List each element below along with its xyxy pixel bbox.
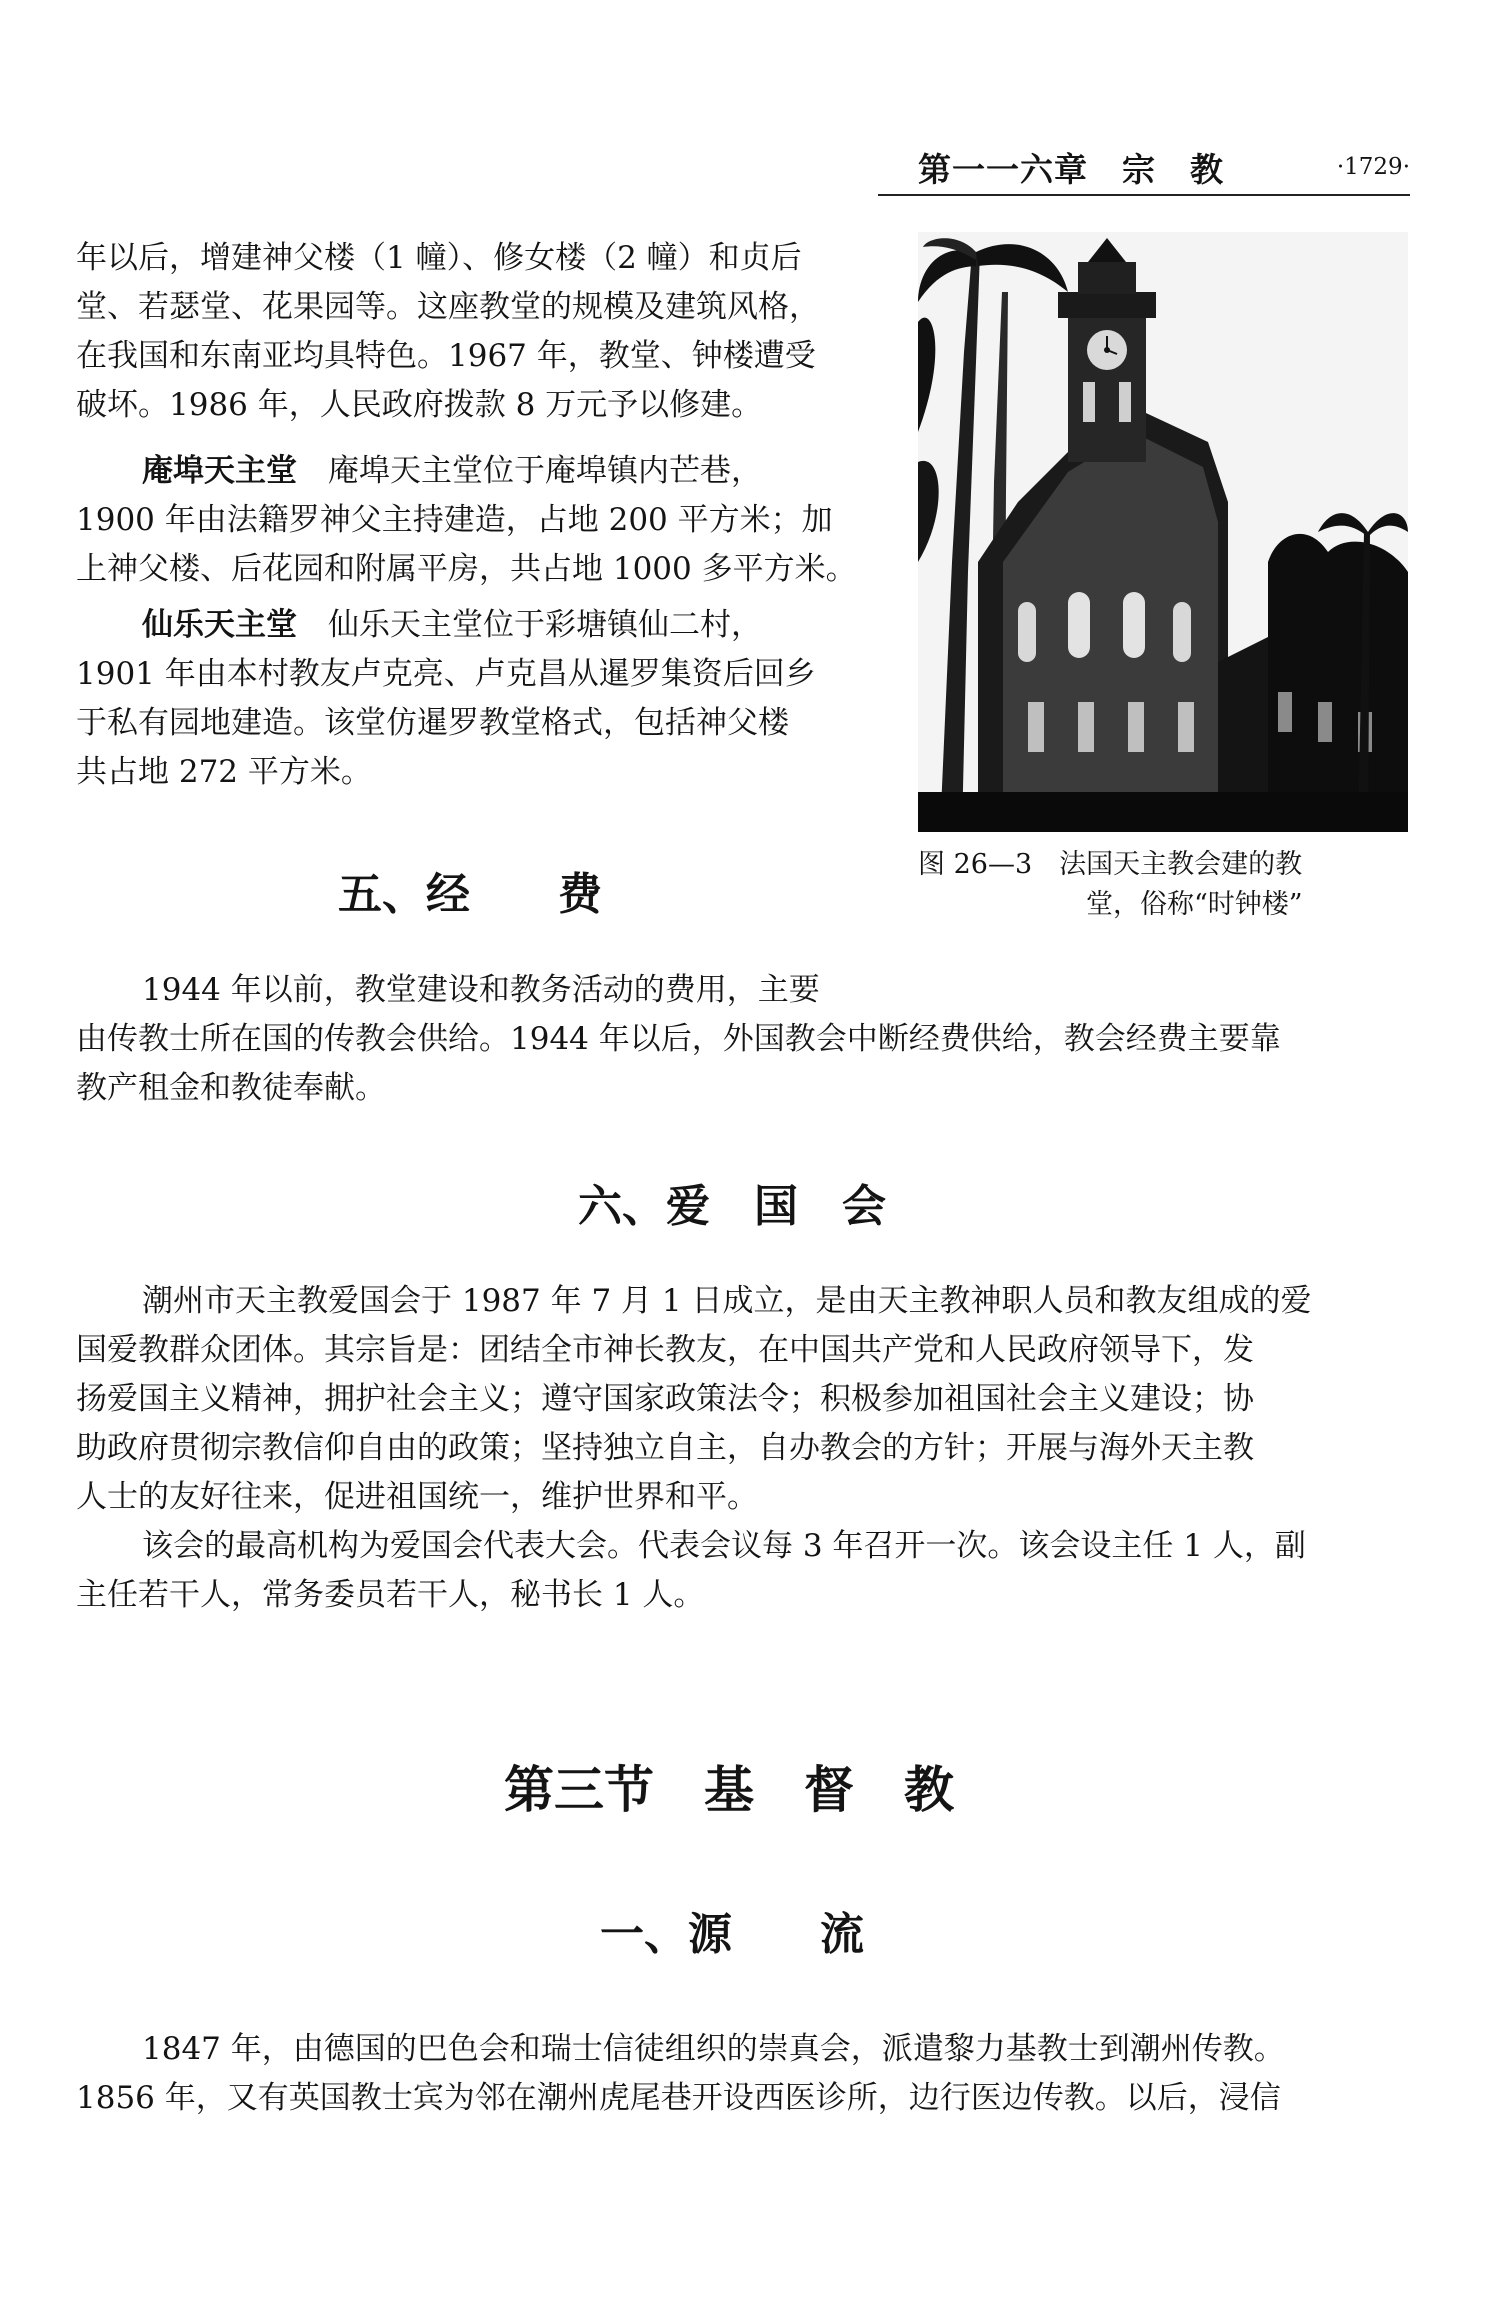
- text-line: 年以后，增建神父楼（1 幢）、修女楼（2 幢）和贞后: [76, 240, 802, 276]
- entry-term: 仙乐天主堂: [142, 607, 297, 643]
- continuation-paragraph: [76, 234, 888, 430]
- chapter-title: 第一一六章 宗 教: [918, 150, 1224, 189]
- text-line: 于私有园地建造。该堂仿暹罗教堂格式，包括神父楼: [76, 705, 789, 741]
- page-number: ·1729·: [1336, 154, 1410, 180]
- text-line: 助政府贯彻宗教信仰自由的政策；坚持独立自主，自办教会的方针；开展与海外天主教: [76, 1430, 1254, 1466]
- text-line: 上神父楼、后花园和附属平房，共占地 1000 多平方米。: [76, 551, 857, 587]
- text-line: 潮州市天主教爱国会于 1987 年 7 月 1 日成立，是由天主教神职人员和教友组成的爱: [142, 1283, 1312, 1319]
- church-photo: [918, 232, 1408, 832]
- clock-tower-illustration: [918, 232, 1408, 832]
- text-line: 破坏。1986 年，人民政府拨款 8 万元予以修建。: [76, 387, 763, 423]
- text-line: 扬爱国主义精神，拥护社会主义；遵守国家政策法令；积极参加祖国社会主义建设；协: [76, 1381, 1254, 1417]
- caption-line: 堂，俗称“时钟楼”: [1086, 889, 1303, 920]
- text-line: 教产租金和教徒奉献。: [76, 1070, 386, 1106]
- text-line: 国爱教群众团体。其宗旨是：团结全市神长教友，在中国共产党和人民政府领导下，发: [76, 1332, 1254, 1368]
- text-line: 1900 年由法籍罗神父主持建造，占地 200 平方米；加: [76, 502, 833, 538]
- text-line: 1847 年，由德国的巴色会和瑞士信徒组织的崇真会，派遣黎力基教士到潮州传教。: [142, 2031, 1285, 2067]
- text-line: 人士的友好往来，促进祖国统一，维护世界和平。: [76, 1479, 758, 1515]
- section-heading-funding: 五、经 费: [338, 869, 602, 920]
- text-line: 堂、若瑟堂、花果园等。这座教堂的规模及建筑风格，: [76, 289, 820, 325]
- text-line: 主任若干人，常务委员若干人，秘书长 1 人。: [76, 1577, 705, 1613]
- text-line: 1901 年由本村教友卢克亮、卢克昌从暹罗集资后回乡: [76, 656, 816, 692]
- patriotic-association-paragraph: [76, 1277, 1410, 1620]
- text-line: 1944 年以前，教堂建设和教务活动的费用，主要: [142, 972, 820, 1008]
- section-heading-patriotic-association: 六、爱 国 会: [578, 1181, 886, 1232]
- anbu-church-paragraph: [76, 447, 888, 594]
- caption-line: 图 26—3 法国天主教会建的教: [918, 849, 1303, 880]
- entry-text: 庵埠天主堂位于庵埠镇内芒巷，: [297, 453, 762, 489]
- entry-term: 庵埠天主堂: [142, 453, 297, 489]
- text-line: 1856 年，又有英国教士宾为邻在潮州虎尾巷开设西医诊所，边行医边传教。以后，浸信: [76, 2080, 1281, 2116]
- section-title-christianity: 第三节 基 督 教: [504, 1760, 954, 1819]
- entry-text: 仙乐天主堂位于彩塘镇仙二村，: [297, 607, 762, 643]
- figure-caption: [918, 845, 1418, 925]
- text-line: 共占地 272 平方米。: [76, 754, 372, 790]
- text-line: 在我国和东南亚均具特色。1967 年，教堂、钟楼遭受: [76, 338, 816, 374]
- funding-paragraph: [76, 966, 1410, 1113]
- text-line: [76, 601, 888, 650]
- header-rule: [878, 194, 1410, 196]
- xianle-church-paragraph: [76, 601, 888, 797]
- origin-paragraph: [76, 2025, 1410, 2123]
- section-heading-origin: 一、源 流: [600, 1909, 864, 1960]
- text-line: 由传教士所在国的传教会供给。1944 年以后，外国教会中断经费供给，教会经费主要靠: [76, 1021, 1281, 1057]
- text-line: 该会的最高机构为爱国会代表大会。代表会议每 3 年召开一次。该会设主任 1 人，副: [142, 1528, 1306, 1564]
- text-line: [76, 447, 888, 496]
- page-header: [878, 138, 1410, 196]
